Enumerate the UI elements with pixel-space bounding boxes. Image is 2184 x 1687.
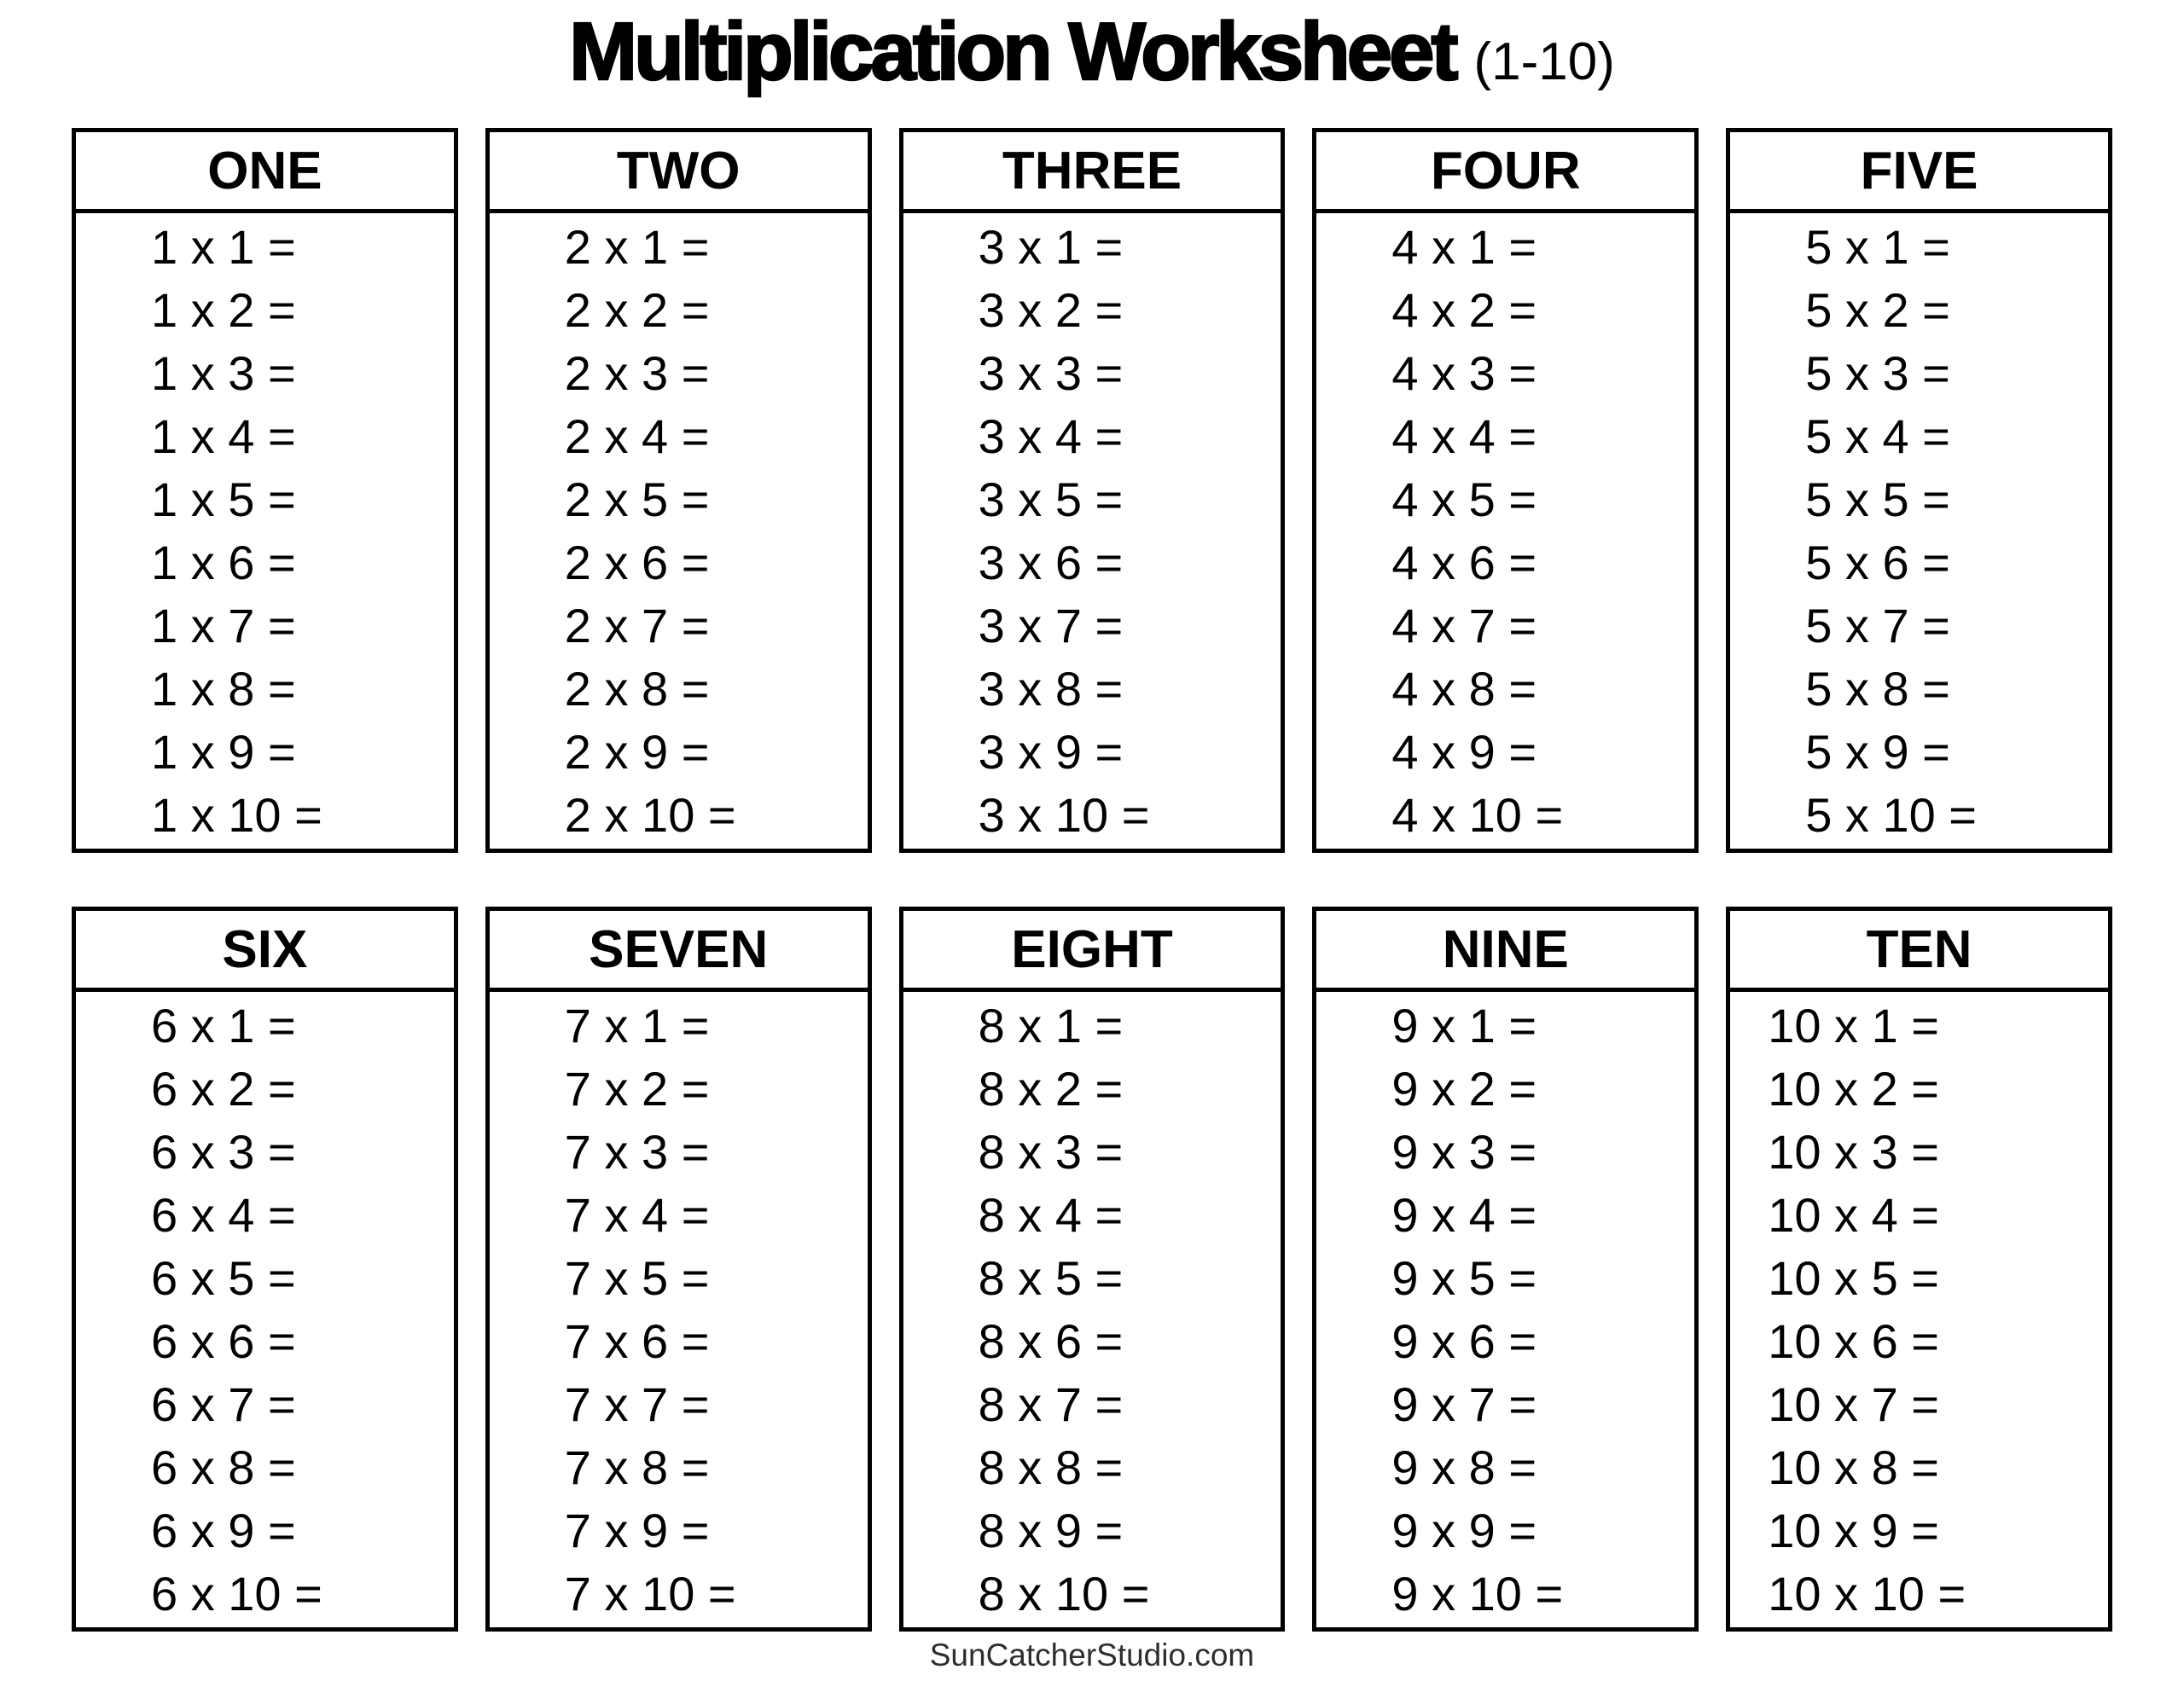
equation-row: 10 x 9 =	[1768, 1504, 1939, 1557]
equation-row: 4 x 9 =	[1391, 725, 1537, 779]
equation-row: 7 x 9 =	[564, 1504, 710, 1557]
equation-row: 8 x 10 =	[978, 1567, 1150, 1620]
equation-row: 2 x 9 =	[564, 725, 710, 779]
equation-row: 4 x 4 =	[1391, 409, 1537, 463]
tables-grid	[72, 128, 2112, 1632]
equation-row: 10 x 10 =	[1768, 1567, 1966, 1620]
table-box-nine	[1312, 907, 1699, 1632]
equation-row: 8 x 4 =	[978, 1188, 1124, 1242]
equation-row: 7 x 10 =	[564, 1567, 736, 1620]
equation-row: 7 x 6 =	[564, 1314, 710, 1368]
equation-row: 10 x 6 =	[1768, 1314, 1939, 1368]
equation-row: 9 x 5 =	[1391, 1251, 1537, 1305]
equation-row: 7 x 8 =	[564, 1441, 710, 1494]
equation-row: 7 x 2 =	[564, 1062, 710, 1116]
equation-row: 6 x 3 =	[151, 1125, 296, 1179]
equation-row: 4 x 3 =	[1391, 346, 1537, 400]
equation-row: 3 x 3 =	[978, 346, 1124, 400]
equation-row: 3 x 9 =	[978, 725, 1124, 779]
equation-row: 2 x 1 =	[564, 220, 710, 274]
equation-row: 10 x 4 =	[1768, 1188, 1939, 1242]
equation-row: 3 x 4 =	[978, 409, 1124, 463]
equation-row: 3 x 6 =	[978, 536, 1124, 589]
equation-row: 8 x 9 =	[978, 1504, 1124, 1557]
equation-row: 3 x 5 =	[978, 472, 1124, 526]
equation-row: 6 x 1 =	[151, 999, 296, 1052]
equation-row: 6 x 2 =	[151, 1062, 296, 1116]
table-title-seven: SEVEN	[490, 911, 868, 992]
equation-row: 1 x 5 =	[151, 472, 296, 526]
equation-row: 6 x 8 =	[151, 1441, 296, 1494]
equation-list-seven	[490, 992, 868, 1627]
equation-list-nine	[1316, 992, 1694, 1627]
equation-row: 5 x 3 =	[1805, 346, 1950, 400]
equation-row: 6 x 9 =	[151, 1504, 296, 1557]
page-title-main: Multiplication Worksheet	[569, 6, 1455, 97]
equation-row: 4 x 1 =	[1391, 220, 1537, 274]
equation-row: 7 x 3 =	[564, 1125, 710, 1179]
equation-row: 4 x 7 =	[1391, 599, 1537, 652]
equation-list-one	[76, 213, 454, 849]
equation-row: 5 x 8 =	[1805, 662, 1950, 716]
equation-row: 9 x 1 =	[1391, 999, 1537, 1052]
page-title-range: (1-10)	[1473, 32, 1615, 91]
table-title-four: FOUR	[1316, 132, 1694, 213]
table-title-three: THREE	[903, 132, 1281, 213]
equation-row: 3 x 1 =	[978, 220, 1124, 274]
equation-row: 2 x 8 =	[564, 662, 710, 716]
table-title-one: ONE	[76, 132, 454, 213]
equation-row: 8 x 2 =	[978, 1062, 1124, 1116]
equation-row: 8 x 5 =	[978, 1251, 1124, 1305]
page-title	[0, 5, 2184, 99]
equation-row: 1 x 4 =	[151, 409, 296, 463]
equation-row: 2 x 2 =	[564, 283, 710, 337]
equation-row: 10 x 3 =	[1768, 1125, 1939, 1179]
equation-row: 8 x 8 =	[978, 1441, 1124, 1494]
equation-list-three	[903, 213, 1281, 849]
table-box-five	[1726, 128, 2112, 853]
equation-row: 1 x 8 =	[151, 662, 296, 716]
equation-row: 6 x 4 =	[151, 1188, 296, 1242]
equation-list-six	[76, 992, 454, 1627]
equation-list-two	[490, 213, 868, 849]
equation-row: 5 x 2 =	[1805, 283, 1950, 337]
equation-row: 1 x 3 =	[151, 346, 296, 400]
equation-row: 9 x 9 =	[1391, 1504, 1537, 1557]
equation-row: 10 x 2 =	[1768, 1062, 1939, 1116]
table-title-six: SIX	[76, 911, 454, 992]
equation-row: 8 x 7 =	[978, 1377, 1124, 1431]
equation-row: 1 x 2 =	[151, 283, 296, 337]
table-box-six	[72, 907, 458, 1632]
equation-row: 1 x 6 =	[151, 536, 296, 589]
equation-list-eight	[903, 992, 1281, 1627]
equation-row: 7 x 7 =	[564, 1377, 710, 1431]
equation-row: 7 x 1 =	[564, 999, 710, 1052]
table-box-four	[1312, 128, 1699, 853]
equation-row: 6 x 6 =	[151, 1314, 296, 1368]
equation-row: 3 x 8 =	[978, 662, 1124, 716]
equation-row: 7 x 4 =	[564, 1188, 710, 1242]
attribution-footer: SunCatcherStudio.com	[929, 1638, 1255, 1673]
equation-row: 1 x 9 =	[151, 725, 296, 779]
equation-row: 6 x 7 =	[151, 1377, 296, 1431]
equation-row: 4 x 2 =	[1391, 283, 1537, 337]
equation-row: 6 x 5 =	[151, 1251, 296, 1305]
table-title-nine: NINE	[1316, 911, 1694, 992]
equation-row: 9 x 2 =	[1391, 1062, 1537, 1116]
equation-row: 7 x 5 =	[564, 1251, 710, 1305]
equation-row: 9 x 8 =	[1391, 1441, 1537, 1494]
equation-row: 5 x 4 =	[1805, 409, 1950, 463]
equation-row: 2 x 6 =	[564, 536, 710, 589]
table-box-three	[899, 128, 1286, 853]
equation-row: 10 x 8 =	[1768, 1441, 1939, 1494]
equation-row: 3 x 10 =	[978, 788, 1150, 842]
equation-row: 5 x 9 =	[1805, 725, 1950, 779]
equation-row: 4 x 6 =	[1391, 536, 1537, 589]
table-title-two: TWO	[490, 132, 868, 213]
equation-row: 5 x 1 =	[1805, 220, 1950, 274]
equation-list-five	[1730, 213, 2108, 849]
table-box-two	[485, 128, 872, 853]
table-title-eight: EIGHT	[903, 911, 1281, 992]
equation-row: 10 x 1 =	[1768, 999, 1939, 1052]
equation-row: 9 x 7 =	[1391, 1377, 1537, 1431]
equation-row: 1 x 1 =	[151, 220, 296, 274]
equation-row: 2 x 3 =	[564, 346, 710, 400]
equation-row: 8 x 1 =	[978, 999, 1124, 1052]
equation-row: 5 x 5 =	[1805, 472, 1950, 526]
equation-row: 9 x 4 =	[1391, 1188, 1537, 1242]
equation-row: 5 x 7 =	[1805, 599, 1950, 652]
equation-row: 2 x 7 =	[564, 599, 710, 652]
equation-row: 10 x 7 =	[1768, 1377, 1939, 1431]
equation-row: 2 x 4 =	[564, 409, 710, 463]
equation-row: 4 x 10 =	[1391, 788, 1564, 842]
table-box-eight	[899, 907, 1286, 1632]
table-box-ten	[1726, 907, 2112, 1632]
equation-row: 9 x 3 =	[1391, 1125, 1537, 1179]
equation-row: 2 x 10 =	[564, 788, 736, 842]
equation-row: 4 x 5 =	[1391, 472, 1537, 526]
equation-row: 5 x 10 =	[1805, 788, 1977, 842]
equation-list-four	[1316, 213, 1694, 849]
equation-row: 9 x 6 =	[1391, 1314, 1537, 1368]
equation-row: 5 x 6 =	[1805, 536, 1950, 589]
table-title-five: FIVE	[1730, 132, 2108, 213]
equation-row: 4 x 8 =	[1391, 662, 1537, 716]
equation-row: 8 x 3 =	[978, 1125, 1124, 1179]
equation-list-ten	[1730, 992, 2108, 1627]
table-box-seven	[485, 907, 872, 1632]
equation-row: 3 x 2 =	[978, 283, 1124, 337]
equation-row: 10 x 5 =	[1768, 1251, 1939, 1305]
equation-row: 8 x 6 =	[978, 1314, 1124, 1368]
table-box-one	[72, 128, 458, 853]
equation-row: 9 x 10 =	[1391, 1567, 1564, 1620]
equation-row: 1 x 7 =	[151, 599, 296, 652]
equation-row: 6 x 10 =	[151, 1567, 322, 1620]
table-title-ten: TEN	[1730, 911, 2108, 992]
equation-row: 3 x 7 =	[978, 599, 1124, 652]
equation-row: 2 x 5 =	[564, 472, 710, 526]
equation-row: 1 x 10 =	[151, 788, 322, 842]
